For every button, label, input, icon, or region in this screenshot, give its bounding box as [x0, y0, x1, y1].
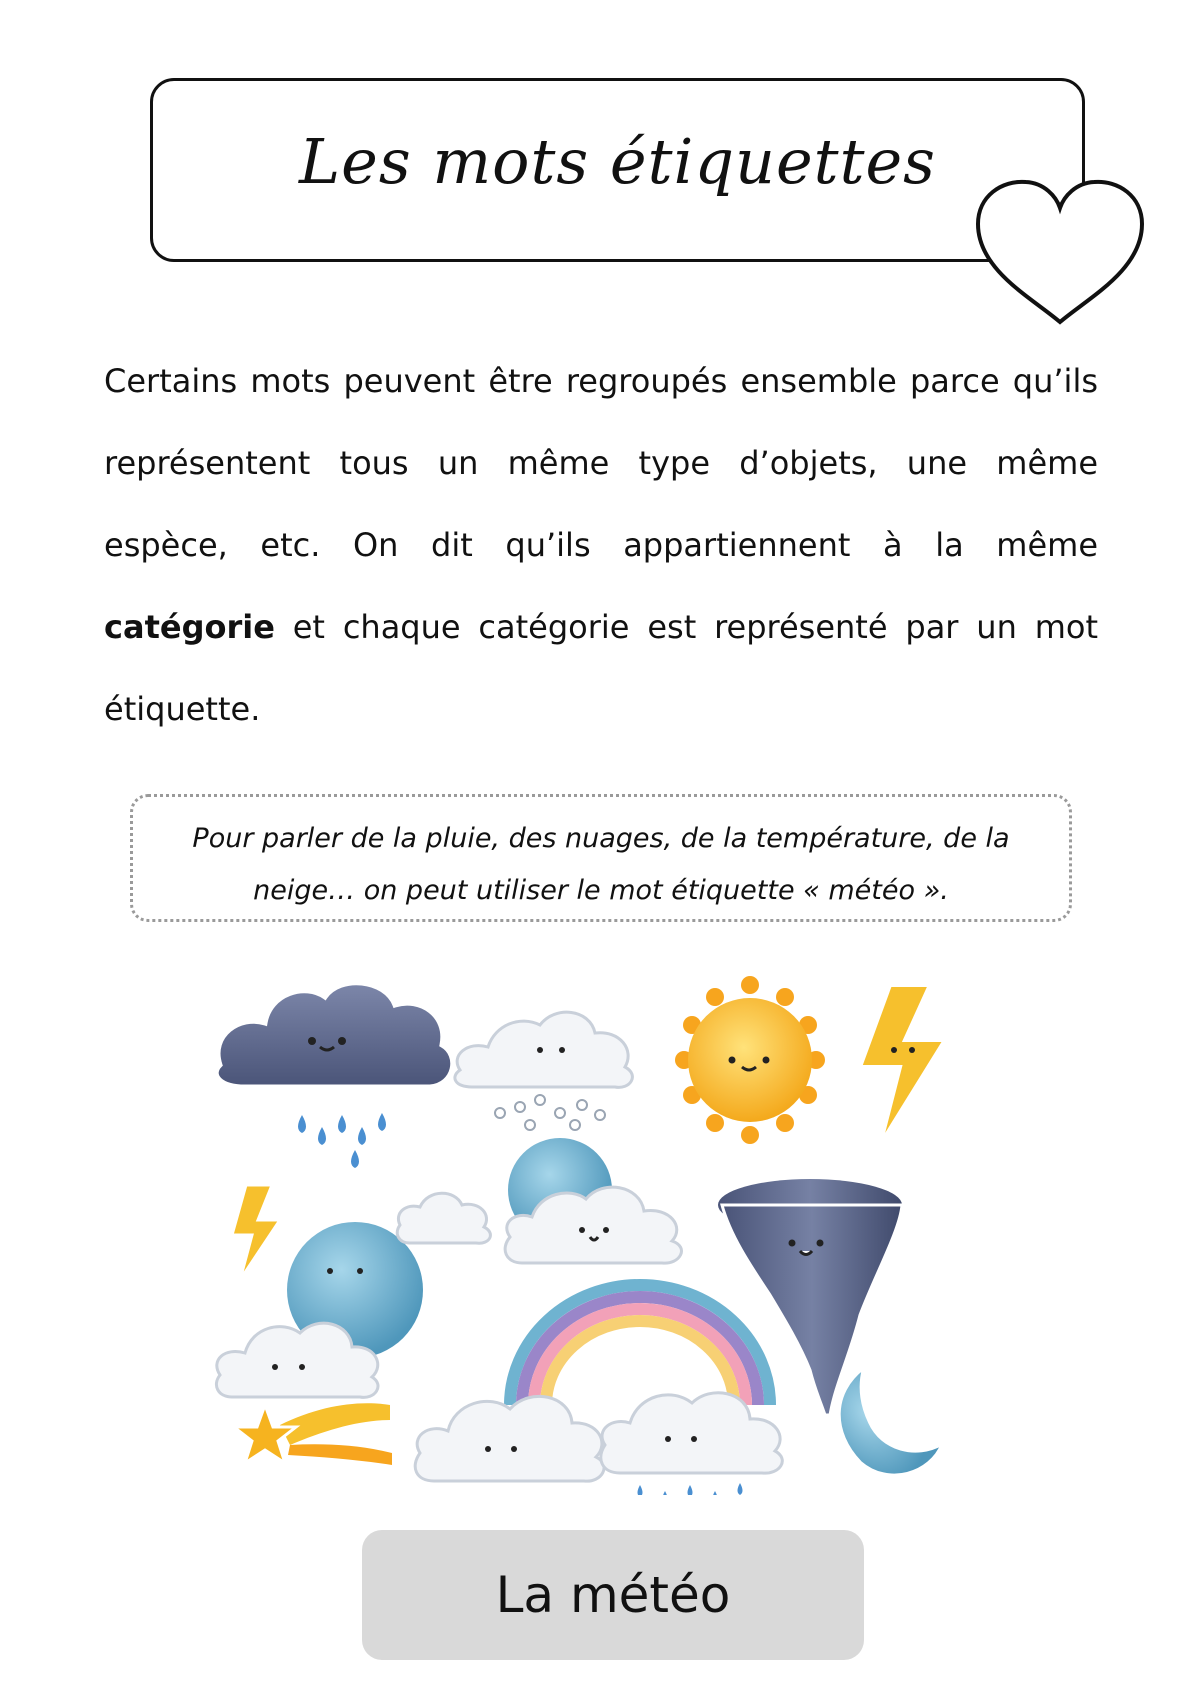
raindrops-small-icon	[638, 1483, 743, 1495]
storm-cloud-icon	[216, 983, 453, 1168]
small-lightning-icon	[232, 1185, 280, 1280]
rain-cloud-icon	[601, 1393, 782, 1495]
example-box	[130, 794, 1072, 922]
weather-illustration	[210, 975, 1010, 1495]
snow-cloud-icon	[455, 1012, 633, 1130]
rain-drops-icon	[298, 1113, 386, 1168]
category-label-text: La météo	[495, 1566, 731, 1624]
definition-paragraph	[104, 340, 1098, 750]
lightning-icon	[860, 985, 945, 1145]
page-title: Les mots étiquettes	[298, 125, 937, 198]
paragraph-keyword: catégorie	[104, 608, 275, 646]
shooting-star-icon	[234, 1403, 392, 1465]
paragraph-text-end: et chaque catégorie est représenté par un mot étiquette.	[104, 608, 1098, 728]
moon-cloud-icon	[505, 1138, 681, 1263]
example-text: Pour parler de la pluie, des nuages, de la température, de la neige… on peut utiliser le mot étiquette « météo ».	[192, 823, 1010, 906]
heart-icon	[972, 176, 1148, 328]
snowflakes-icon	[495, 1095, 605, 1130]
sun-icon	[675, 976, 825, 1144]
category-label	[362, 1530, 864, 1660]
title-box	[150, 78, 1085, 262]
paragraph-text-start: Certains mots peuvent être regroupés ensemble parce qu’ils représentent tous un même type d’objets, une même espèce, etc. On dit qu’ils appartiennent à la même	[104, 362, 1098, 564]
